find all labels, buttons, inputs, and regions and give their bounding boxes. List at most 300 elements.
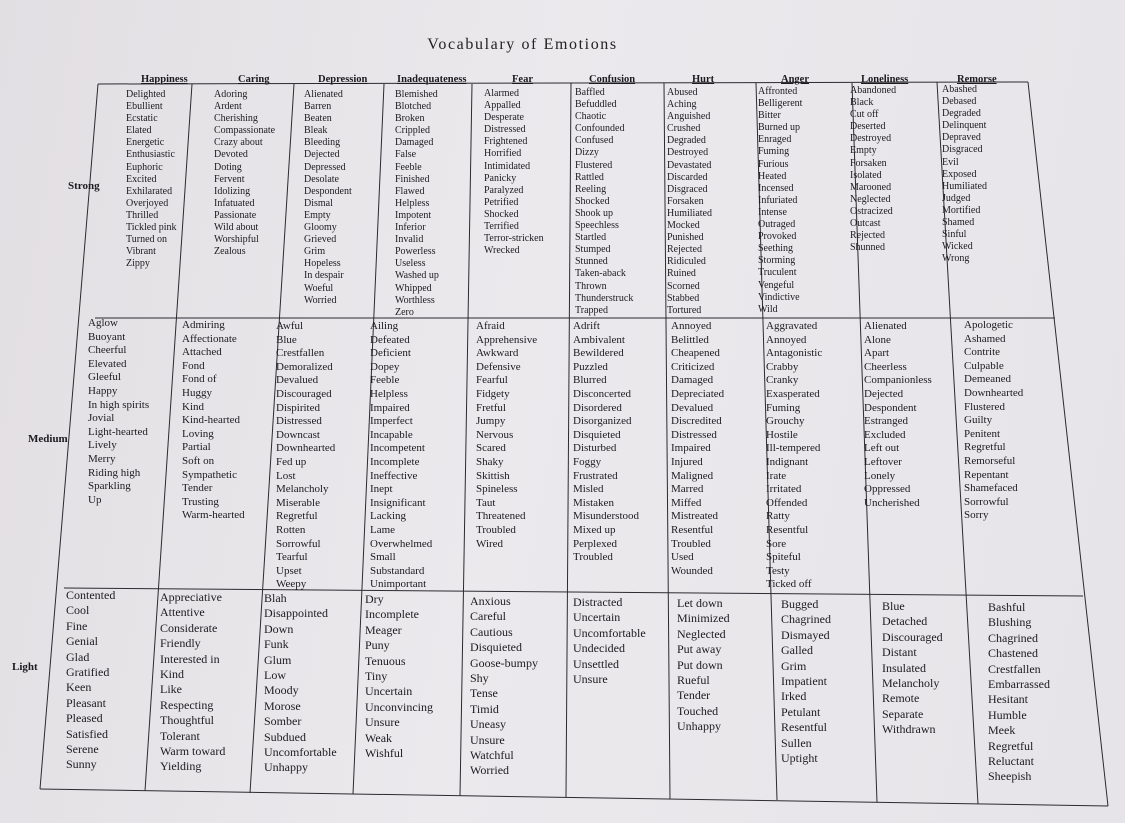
emotion-word: Broken <box>395 113 425 125</box>
emotion-word: Panicky <box>484 172 517 184</box>
emotion-word: Sympathetic <box>182 468 237 481</box>
emotion-word: Shook up <box>575 207 614 219</box>
emotion-word: Feeble <box>395 161 422 173</box>
emotion-word: Regretful <box>276 510 318 523</box>
emotion-word: Crushed <box>667 123 701 135</box>
emotion-word: Sorry <box>964 509 989 522</box>
emotion-word: Withdrawn <box>882 722 936 737</box>
emotion-word: Put down <box>677 657 723 672</box>
emotion-word: Tolerant <box>160 728 200 743</box>
emotion-word: Disconcerted <box>573 387 632 400</box>
emotion-word: Apprehensive <box>476 333 538 346</box>
emotion-word: Powerless <box>395 246 436 258</box>
emotion-word: Dejected <box>304 149 340 161</box>
emotion-word: Remote <box>882 691 920 706</box>
emotion-word: Sinful <box>942 229 967 241</box>
emotion-word: Bleak <box>304 125 328 137</box>
emotion-word: Unhappy <box>677 719 721 734</box>
strong-remorse-cell <box>942 85 987 266</box>
emotion-word: Thrown <box>575 280 607 292</box>
emotion-word: Let down <box>677 596 723 610</box>
emotion-word: Aching <box>667 99 697 111</box>
emotion-word: Oppressed <box>864 483 911 496</box>
emotion-word: Worried <box>470 763 510 778</box>
emotion-word: Taut <box>476 496 496 509</box>
strong-confusion-cell <box>575 88 633 318</box>
emotion-word: Excluded <box>864 428 906 441</box>
emotion-word: Depreciated <box>671 387 725 400</box>
header-fear: Fear <box>512 74 533 85</box>
strong-happiness-cell <box>126 90 176 271</box>
header-caring: Caring <box>238 74 270 85</box>
strong-loneliness-cell <box>850 86 896 255</box>
emotion-word: Forsaken <box>667 195 704 207</box>
emotion-word: Skittish <box>476 469 510 482</box>
emotion-word: Adoring <box>214 89 248 100</box>
emotion-word: Ebullient <box>126 101 163 113</box>
medium-fear-cell <box>476 321 537 552</box>
emotion-word: Perplexed <box>573 537 617 550</box>
emotion-word: Morose <box>264 698 301 713</box>
emotion-word: Gloomy <box>304 222 337 234</box>
emotion-word: Wild <box>758 303 778 315</box>
emotion-word: Confounded <box>575 123 625 135</box>
emotion-word: Devalued <box>671 401 714 414</box>
emotion-word: Outcast <box>850 218 881 230</box>
emotion-word: Uncomfortable <box>573 625 646 640</box>
emotion-word: Impatient <box>781 673 827 688</box>
emotion-word: Companionless <box>864 374 932 387</box>
emotion-word: Fed up <box>276 455 307 468</box>
emotion-word: Upset <box>276 564 302 577</box>
emotion-word: Impotent <box>395 209 432 221</box>
emotion-word: Offended <box>766 496 808 509</box>
emotion-word: Distant <box>882 645 917 660</box>
emotion-word: Ineffective <box>370 469 418 482</box>
medium-inadequateness-cell <box>370 321 432 593</box>
light-happiness-cell <box>66 589 115 774</box>
emotion-word: Shocked <box>575 195 610 207</box>
emotion-word: Tense <box>470 686 498 701</box>
emotion-word: Ostracized <box>850 205 893 217</box>
emotion-word: Kind-hearted <box>182 414 241 427</box>
emotion-word: Abused <box>667 87 698 98</box>
emotion-word: Dismal <box>304 197 333 209</box>
emotion-word: Humiliated <box>667 207 712 219</box>
emotion-word: Grouchy <box>766 415 805 428</box>
emotion-word: Desolate <box>304 173 339 185</box>
emotion-word: Unsure <box>573 671 608 686</box>
emotion-word: Unconvincing <box>365 699 433 714</box>
emotion-word: Shy <box>470 670 489 685</box>
emotion-word: Zealous <box>214 246 246 258</box>
light-hurt-cell <box>677 597 730 736</box>
emotion-word: Abashed <box>942 84 977 95</box>
emotion-word: Fine <box>66 618 88 633</box>
emotion-word: Helpless <box>370 387 408 400</box>
emotion-word: Partial <box>182 441 211 454</box>
emotion-word: Touched <box>677 703 719 718</box>
emotion-word: Mixed up <box>573 523 616 536</box>
emotion-word: Bewildered <box>573 347 624 360</box>
emotion-word: Finished <box>395 173 430 185</box>
emotion-word: Friendly <box>160 636 201 651</box>
emotion-word: Cool <box>66 603 90 618</box>
emotion-word: Unsure <box>470 732 505 747</box>
emotion-word: Barren <box>304 101 332 113</box>
emotion-word: Nervous <box>476 428 514 441</box>
emotion-word: Hopeless <box>304 258 341 270</box>
emotion-word: Inferior <box>395 222 426 234</box>
emotion-word: Loving <box>182 427 214 440</box>
emotion-word: Fuming <box>766 401 801 414</box>
emotion-word: Blue <box>276 333 297 346</box>
emotion-word: Soft on <box>182 454 215 467</box>
emotion-word: Wicked <box>942 241 973 253</box>
emotion-word: Fond <box>182 359 205 372</box>
emotion-word: Defensive <box>476 360 521 373</box>
emotion-word: Ratty <box>766 510 790 523</box>
emotion-word: Worried <box>304 294 337 306</box>
emotion-word: Destroyed <box>667 147 709 159</box>
emotion-word: Frightened <box>484 136 528 148</box>
emotion-word: Belligerent <box>758 98 803 110</box>
emotion-word: Provoked <box>758 231 797 243</box>
emotion-word: Bashful <box>988 600 1026 614</box>
emotion-word: Devalued <box>276 374 319 387</box>
emotion-word: Like <box>160 682 182 697</box>
emotion-word: Misled <box>573 483 604 496</box>
emotion-word: Hesitant <box>988 692 1028 707</box>
emotion-word: Elated <box>126 125 152 137</box>
header-loneliness: Loneliness <box>861 74 909 85</box>
emotion-word: Infatuated <box>214 197 255 209</box>
emotion-word: Chaotic <box>575 111 607 123</box>
emotion-word: Separate <box>882 706 924 721</box>
emotion-word: Incompetent <box>370 442 425 455</box>
emotion-word: Befuddled <box>575 99 617 111</box>
emotion-word: Bitter <box>758 110 781 122</box>
emotion-word: Chagrined <box>781 612 831 627</box>
emotion-word: Paralyzed <box>484 184 524 196</box>
emotion-word: Neglected <box>677 626 726 641</box>
emotion-word: Blemished <box>395 89 438 100</box>
emotion-word: Hostile <box>766 428 798 441</box>
emotion-word: Delighted <box>126 89 166 100</box>
header-anger: Anger <box>781 74 809 85</box>
emotion-word: Spineless <box>476 483 518 496</box>
emotion-word: Overjoyed <box>126 197 169 209</box>
emotion-word: Disappointed <box>264 606 328 621</box>
emotion-word: Glad <box>66 649 90 664</box>
emotion-word: Grim <box>304 246 326 258</box>
emotion-word: Resentful <box>766 523 809 536</box>
light-caring-cell <box>160 591 225 776</box>
emotion-word: Irked <box>781 689 807 704</box>
emotion-word: Overwhelmed <box>370 537 433 550</box>
emotion-word: Appalled <box>484 100 521 112</box>
emotion-word: Confused <box>575 135 614 147</box>
light-depression-cell <box>264 592 337 777</box>
emotion-word: Intimidated <box>484 160 531 172</box>
emotion-word: Sorrowful <box>964 495 1009 508</box>
emotion-word: Tender <box>182 482 213 495</box>
emotion-word: Petrified <box>484 196 519 208</box>
emotion-word: Awful <box>276 320 304 332</box>
emotion-word: Admiring <box>182 319 225 331</box>
emotion-word: Distressed <box>484 124 526 136</box>
emotion-word: Distressed <box>276 415 322 428</box>
emotion-word: Dispirited <box>276 401 320 414</box>
emotion-word: Dopey <box>370 360 400 373</box>
emotion-word: Degraded <box>942 108 981 120</box>
header-confusion: Confusion <box>589 74 636 85</box>
emotion-word: Feeble <box>370 374 400 387</box>
emotion-word: Dry <box>365 592 384 606</box>
emotion-word: In despair <box>304 270 344 282</box>
emotion-word: Frustrated <box>573 469 618 482</box>
emotion-word: Disquieted <box>470 640 522 655</box>
emotion-word: Goose-bumpy <box>470 655 538 670</box>
emotion-word: Apart <box>864 347 890 360</box>
emotion-word: Bleeding <box>304 137 341 149</box>
emotion-word: Woeful <box>304 282 334 294</box>
emotion-word: Incomplete <box>370 455 420 468</box>
emotion-word: Foggy <box>573 455 602 468</box>
emotion-word: Disturbed <box>573 442 617 455</box>
emotion-word: Deficient <box>370 347 411 360</box>
emotion-word: Rotten <box>276 523 306 536</box>
emotion-word: Ambivalent <box>573 333 625 346</box>
emotion-word: Puzzled <box>573 360 608 373</box>
emotion-word: Crabby <box>766 360 799 373</box>
emotion-word: Watchful <box>470 747 514 762</box>
emotion-word: Forsaken <box>850 157 887 169</box>
emotion-word: Indignant <box>766 455 809 468</box>
emotion-word: Unhappy <box>264 760 308 775</box>
emotion-word: Doting <box>214 161 242 173</box>
emotion-word: Rejected <box>667 244 702 256</box>
emotion-word: Glum <box>264 652 292 667</box>
emotion-word: Melancholy <box>882 675 940 690</box>
emotion-word: Huggy <box>182 386 212 399</box>
emotion-word: Uncherished <box>864 496 920 509</box>
header-happiness: Happiness <box>141 74 188 85</box>
emotion-word: Degraded <box>667 135 706 147</box>
emotion-word: Taken-aback <box>575 268 626 280</box>
emotion-word: Guilty <box>964 414 993 427</box>
emotion-word: Discarded <box>667 171 708 183</box>
emotion-word: Troubled <box>476 523 516 536</box>
emotion-word: Disordered <box>573 401 622 414</box>
header-inadequateness: Inadequateness <box>397 74 467 85</box>
emotion-word: Unsure <box>365 715 400 730</box>
emotion-word: Wrecked <box>484 245 520 257</box>
emotion-word: Resentful <box>781 720 827 735</box>
emotion-word: Petulant <box>781 704 821 719</box>
emotion-word: Sparkling <box>88 480 131 493</box>
emotion-word: Downcast <box>276 428 320 441</box>
emotion-word: Flawed <box>395 185 425 197</box>
emotion-word: Enraged <box>758 134 792 146</box>
emotion-word: Annoyed <box>671 320 712 332</box>
header-depression: Depression <box>318 74 368 85</box>
emotion-word: Humiliated <box>942 180 987 192</box>
emotion-word: Incomplete <box>365 607 419 622</box>
emotion-word: Zero <box>395 306 414 318</box>
emotion-word: Stabbed <box>667 292 700 304</box>
emotion-word: Resentful <box>671 523 714 536</box>
strong-fear-cell <box>484 89 544 258</box>
emotion-word: Worshipful <box>214 234 259 246</box>
emotion-word: Downhearted <box>276 442 336 455</box>
emotion-word: Funk <box>264 637 289 652</box>
emotion-word: Considerate <box>160 620 218 635</box>
emotion-word: Melancholy <box>276 483 329 496</box>
emotion-word: Unimportant <box>370 578 427 591</box>
emotion-word: Uncomfortable <box>264 744 337 759</box>
emotion-word: Careful <box>470 609 506 624</box>
emotion-word: Compassionate <box>214 125 276 137</box>
emotion-word: Marred <box>671 483 704 496</box>
emotion-word: Wired <box>476 537 504 550</box>
light-fear-cell <box>470 595 538 780</box>
emotion-word: Insignificant <box>370 496 426 509</box>
emotion-word: Ashamed <box>964 332 1006 345</box>
emotion-word: Aglow <box>88 317 118 329</box>
emotion-word: Excited <box>126 173 157 185</box>
emotion-word: Imperfect <box>370 415 413 428</box>
emotion-word: Grieved <box>304 234 337 246</box>
emotion-word: Demoralized <box>276 360 333 373</box>
emotion-word: Horrified <box>484 148 522 160</box>
emotion-word: Blurred <box>573 374 607 387</box>
emotion-word: Disquieted <box>573 428 621 441</box>
medium-loneliness-cell <box>864 321 932 511</box>
emotion-word: Uncertain <box>573 610 621 625</box>
emotion-word: Zippy <box>126 258 150 270</box>
emotion-word: Happy <box>88 384 118 397</box>
emotion-word: Euphoric <box>126 161 163 173</box>
emotion-word: Uncertain <box>365 684 413 699</box>
emotion-word: Uneasy <box>470 717 506 732</box>
emotion-word: Reluctant <box>988 753 1034 768</box>
emotion-word: Tiny <box>365 668 388 683</box>
emotion-word: Destroyed <box>850 133 892 145</box>
emotion-word: Warm toward <box>160 743 226 758</box>
emotion-word: Sunny <box>66 757 97 772</box>
emotion-word: Criticized <box>671 360 715 373</box>
emotion-word: Yielding <box>160 759 202 774</box>
light-remorse-cell <box>988 601 1050 786</box>
emotion-word: Wrong <box>942 253 970 265</box>
emotion-word: Cautious <box>470 624 513 639</box>
emotion-word: Downhearted <box>964 386 1024 399</box>
emotion-word: Chastened <box>988 646 1038 661</box>
medium-caring-cell <box>182 320 245 524</box>
emotion-word: Furious <box>758 158 789 170</box>
page-title: Vocabulary of Emotions <box>427 36 618 53</box>
emotion-word: Adrift <box>573 320 600 332</box>
emotion-word: False <box>395 149 417 161</box>
emotion-word: Estranged <box>864 415 908 428</box>
emotion-word: Energetic <box>126 137 165 149</box>
emotion-word: Fretful <box>476 401 506 414</box>
light-inadequateness-cell <box>365 593 433 762</box>
emotion-word: Abandoned <box>850 85 897 96</box>
emotion-word: Insulated <box>882 660 926 675</box>
emotion-word: Crestfallen <box>276 347 325 360</box>
strong-inadequateness-cell <box>395 90 439 320</box>
emotion-word: Ill-tempered <box>766 442 821 455</box>
emotion-word: Passionate <box>214 209 257 221</box>
emotion-word: Cherishing <box>214 113 258 125</box>
emotion-word: Idolizing <box>214 185 251 197</box>
emotion-word: Shamefaced <box>964 482 1018 495</box>
emotion-word: Fervent <box>214 173 245 185</box>
emotion-word: Riding high <box>88 466 141 479</box>
emotion-word: Pleasant <box>66 695 106 710</box>
emotion-word: Ticked off <box>766 578 812 591</box>
emotion-word: Useless <box>395 258 426 270</box>
emotion-word: Shocked <box>484 208 519 220</box>
emotion-word: Ruined <box>667 268 696 280</box>
emotion-word: Speechless <box>575 220 619 232</box>
emotion-word: Crippled <box>395 125 430 137</box>
emotion-word: Antagonistic <box>766 347 823 360</box>
row-label-medium: Medium <box>28 433 68 445</box>
emotion-word: Affronted <box>758 86 798 97</box>
emotion-word: Gratified <box>66 664 110 679</box>
emotion-word: Delinquent <box>942 120 987 132</box>
emotion-word: Discouraged <box>882 629 943 644</box>
emotion-word: Rejected <box>850 230 885 242</box>
emotion-word: Somber <box>264 714 302 729</box>
emotion-word: Tortured <box>667 304 702 316</box>
emotion-word: Alienated <box>304 89 343 100</box>
emotion-word: Exasperated <box>766 387 820 400</box>
emotion-word: Crazy about <box>214 137 263 149</box>
emotion-word: Attentive <box>160 605 205 620</box>
emotion-word: Discouraged <box>276 387 332 400</box>
emotion-word: Sheepish <box>988 769 1032 784</box>
emotion-word: Humble <box>988 707 1027 722</box>
medium-remorse-cell <box>964 320 1023 524</box>
emotion-word: Shamed <box>942 217 975 229</box>
emotion-word: Beaten <box>304 113 332 125</box>
light-loneliness-cell <box>882 600 943 739</box>
emotion-word: Trusting <box>182 495 219 508</box>
emotion-word: Attached <box>182 346 222 359</box>
emotion-word: Left out <box>864 442 900 455</box>
header-remorse: Remorse <box>957 74 997 85</box>
emotion-word: Miserable <box>276 496 320 509</box>
emotion-word: Fuming <box>758 146 790 158</box>
emotion-word: Chagrined <box>988 630 1038 645</box>
emotion-word: Wishful <box>365 745 404 760</box>
emotion-word: Weak <box>365 730 393 745</box>
emotion-word: Interested in <box>160 651 220 666</box>
emotion-word: Discredited <box>671 415 722 428</box>
emotion-word: Moody <box>264 683 299 698</box>
emotion-word: Disgraced <box>667 183 708 195</box>
emotion-word: Up <box>88 493 102 506</box>
emotion-word: Contrite <box>964 346 1001 359</box>
emotion-word: Marooned <box>850 181 892 193</box>
emotion-word: Afraid <box>476 320 505 332</box>
emotion-word: Exposed <box>942 168 977 180</box>
emotion-word: Embarrassed <box>988 676 1050 691</box>
